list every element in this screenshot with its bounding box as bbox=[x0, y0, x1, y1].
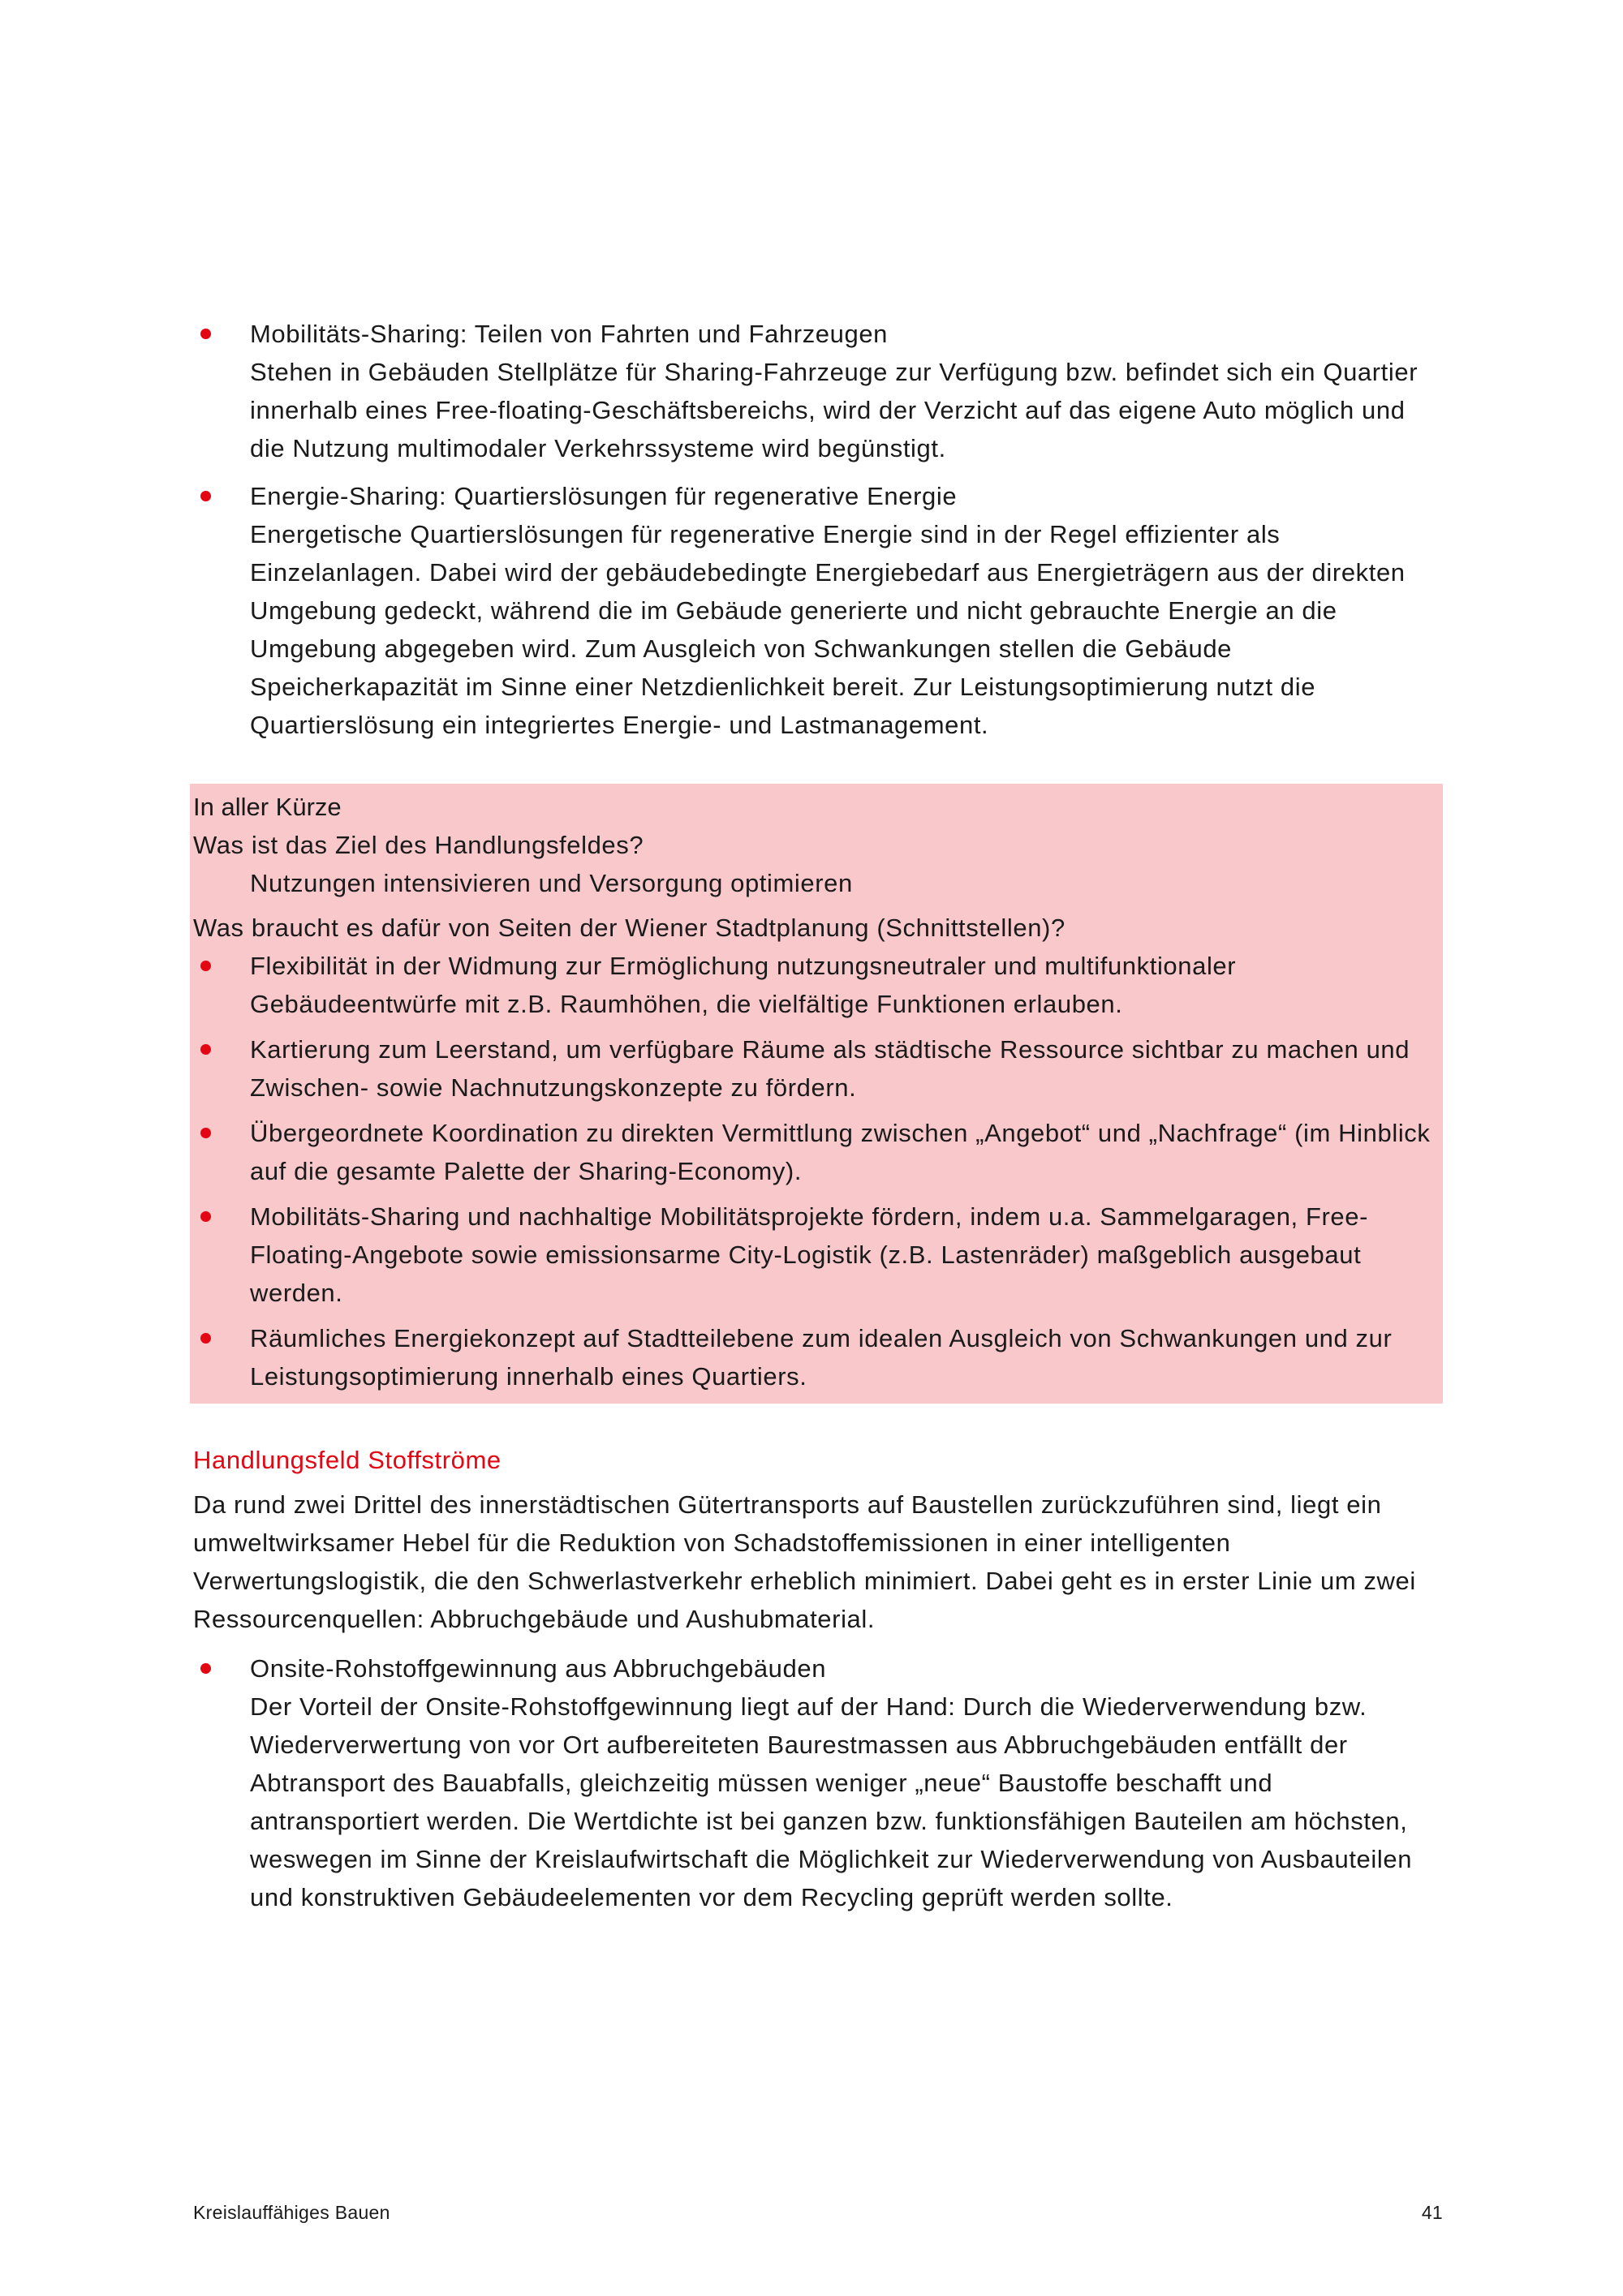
list-item bbox=[193, 947, 1431, 1023]
summary-question-goal: Was ist das Ziel des Handlungsfeldes? bbox=[193, 831, 644, 859]
bullet-icon bbox=[200, 961, 211, 971]
bullet-icon bbox=[200, 329, 211, 339]
section-paragraph: Da rund zwei Drittel des innerstädtischen Gütertransports auf Baustellen zurückzuführen sind, liegt ein umweltwirksamer Hebel für die Reduktion von Schadstoffemissionen in einer intelligenten Verwertungslogistik, die den Schwerlastverkehr erheblich minimiert. Dabei geht es in erster Linie um zwei Ressourcenquellen: Abbruchgebäude und Aushubmaterial. bbox=[193, 1490, 1416, 1633]
bullet-icon bbox=[200, 1128, 211, 1138]
summary-bullet-list bbox=[193, 947, 1431, 1395]
summary-item-text: Mobilitäts-Sharing und nachhaltige Mobilitätsprojekte fördern, indem u.a. Sammelgaragen, Free-Floating-Angebote sowie emissionsarme City-Logistik (z.B. Lastenräder) maßgeblich ausgebaut werden. bbox=[250, 1202, 1369, 1307]
summary-title: In aller Kürze bbox=[193, 793, 342, 821]
list-item bbox=[193, 315, 1443, 467]
section-bullet-list bbox=[193, 1649, 1443, 1916]
summary-item-text: Räumliches Energiekonzept auf Stadtteilebene zum idealen Ausgleich von Schwankungen und zur Leistungsoptimierung innerhalb eines Quartiers. bbox=[250, 1324, 1393, 1391]
bullet-icon bbox=[200, 1333, 211, 1344]
footer-title: Kreislauffähiges Bauen bbox=[193, 2202, 390, 2223]
item-title: Energie-Sharing: Quartierslösungen für regenerative Energie bbox=[250, 482, 958, 510]
list-item bbox=[193, 477, 1443, 744]
bullet-icon bbox=[200, 1211, 211, 1222]
summary-box bbox=[190, 784, 1443, 1404]
summary-question-needs: Was braucht es dafür von Seiten der Wiener Stadtplanung (Schnittstellen)? bbox=[193, 914, 1065, 942]
list-item bbox=[193, 1197, 1431, 1312]
summary-item-text: Übergeordnete Koordination zu direkten Vermittlung zwischen „Angebot“ und „Nachfrage“ (im Hinblick auf die gesamte Palette der Sharing-Economy). bbox=[250, 1119, 1431, 1185]
list-item bbox=[193, 1030, 1431, 1107]
summary-item-text: Kartierung zum Leerstand, um verfügbare Räume als städtische Ressource sichtbar zu machen und Zwischen- sowie Nachnutzungskonzepte zu fördern. bbox=[250, 1035, 1410, 1102]
bullet-icon bbox=[200, 1044, 211, 1055]
list-item bbox=[193, 1649, 1443, 1916]
item-title: Onsite-Rohstoffgewinnung aus Abbruchgebäuden bbox=[250, 1654, 827, 1683]
bullet-icon bbox=[200, 491, 211, 501]
item-body: Energetische Quartierslösungen für regenerative Energie sind in der Regel effizienter als Einzelanlagen. Dabei wird der gebäudebedingte Energiebedarf aus Energieträgern aus der direkten Umgebung gedeckt, während die im Gebäude generierte und nicht gebrauchte Energie an die Umgebung abgegeben wird. Zum Ausgleich von Schwankungen stellen die Gebäude Speicherkapazität im Sinne einer Netzdienlichkeit bereit. Zur Leistungsoptimierung nutzt die Quartierslösung ein integriertes Energie- und Lastmanagement. bbox=[250, 520, 1406, 739]
item-body: Der Vorteil der Onsite-Rohstoffgewinnung liegt auf der Hand: Durch die Wiederverwendung bzw. Wiederverwertung von vor Ort aufbereiteten Baurestmassen aus Abbruchgebäuden entfällt der Abtransport des Bauabfalls, gleichzeitig müssen weniger „neue“ Baustoffe beschafft und antransportiert werden. Die Wertdichte ist bei ganzen bzw. funktionsfähigen Bauteilen am höchsten, weswegen im Sinne der Kreislaufwirtschaft die Möglichkeit zur Wiederverwendung von Ausbauteilen und konstruktiven Gebäudeelementen vor dem Recycling geprüft werden sollte. bbox=[250, 1692, 1413, 1911]
summary-item-text: Flexibilität in der Widmung zur Ermöglichung nutzungsneutraler und multifunktionaler Gebäudeentwürfe mit z.B. Raumhöhen, die vielfältige Funktionen erlauben. bbox=[250, 952, 1237, 1018]
list-item bbox=[193, 1319, 1431, 1395]
top-bullet-list bbox=[193, 315, 1443, 744]
page-content bbox=[193, 315, 1443, 1916]
summary-answer-goal: Nutzungen intensivieren und Versorgung optimieren bbox=[250, 869, 853, 897]
bullet-icon bbox=[200, 1663, 211, 1674]
item-body: Stehen in Gebäuden Stellplätze für Sharing-Fahrzeuge zur Verfügung bzw. befindet sich ein Quartier innerhalb eines Free-floating-Geschäftsbereichs, wird der Verzicht auf das eigene Auto möglich und die Nutzung multimodaler Verkehrssysteme wird begünstigt. bbox=[250, 358, 1419, 462]
page-number: 41 bbox=[1421, 2202, 1443, 2223]
section-heading: Handlungsfeld Stoffströme bbox=[193, 1446, 502, 1474]
item-title: Mobilitäts-Sharing: Teilen von Fahrten und Fahrzeugen bbox=[250, 320, 889, 348]
list-item bbox=[193, 1114, 1431, 1190]
